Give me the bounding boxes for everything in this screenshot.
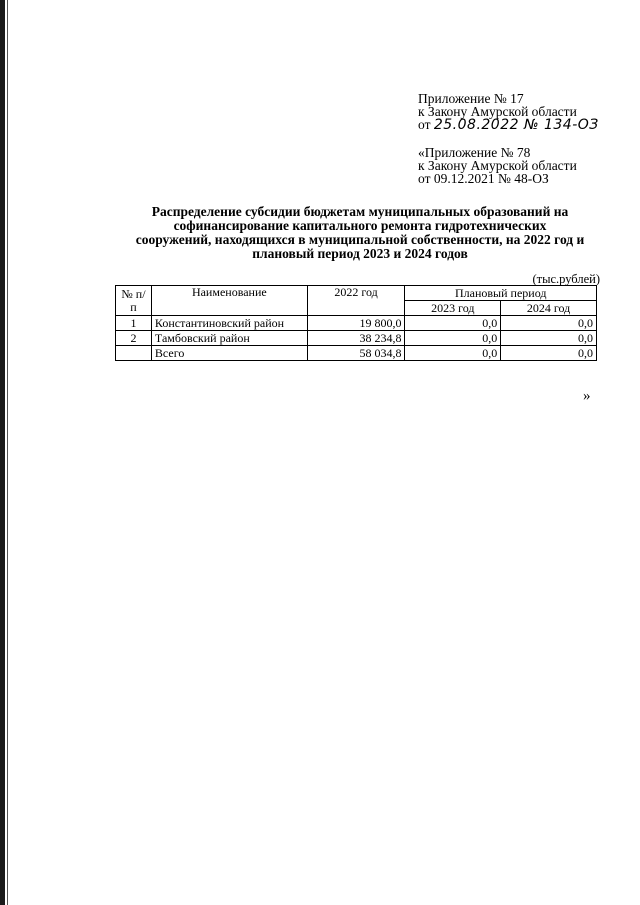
header-2022: 2022 год — [307, 286, 405, 316]
row-num: 1 — [116, 316, 152, 331]
total-num — [116, 346, 152, 361]
old-appendix-date: от 09.12.2021 № 48-ОЗ — [418, 171, 549, 186]
old-appendix-law: к Закону Амурской области — [418, 158, 577, 173]
scan-edge-line — [7, 0, 8, 905]
title-line: софинансирование капитального ремонта гидротехнических — [173, 218, 547, 233]
header-2024: 2024 год — [501, 301, 597, 316]
row-name: Тамбовский район — [151, 331, 307, 346]
row-2024: 0,0 — [501, 316, 597, 331]
header-2023: 2023 год — [405, 301, 501, 316]
scan-edge — [0, 0, 5, 905]
row-name: Константиновский район — [151, 316, 307, 331]
header-planned: Плановый период — [405, 286, 597, 301]
title-line: плановый период 2023 и 2024 годов — [252, 246, 468, 261]
row-2023: 0,0 — [405, 316, 501, 331]
appendix-header-old — [418, 146, 577, 185]
header-num: № п/п — [116, 286, 152, 316]
old-appendix-number: «Приложение № 78 — [418, 145, 531, 160]
header-name: Наименование — [151, 286, 307, 316]
total-2023: 0,0 — [405, 346, 501, 361]
total-2022: 58 034,8 — [307, 346, 405, 361]
appendix-date-prefix: от — [418, 117, 431, 132]
title-line: Распределение субсидии бюджетам муниципальных образований на — [151, 204, 569, 219]
appendix-header-new — [418, 92, 599, 132]
row-2024: 0,0 — [501, 331, 597, 346]
appendix-date-line — [418, 118, 599, 132]
table-row — [116, 316, 597, 331]
table-total-row — [116, 346, 597, 361]
table-row — [116, 331, 597, 346]
appendix-number: Приложение № 17 — [418, 91, 524, 106]
total-2024: 0,0 — [501, 346, 597, 361]
row-2023: 0,0 — [405, 331, 501, 346]
row-2022: 38 234,8 — [307, 331, 405, 346]
document-title — [100, 205, 620, 261]
units-label: (тыс.рублей) — [532, 272, 600, 286]
handwritten-date-number: 25.08.2022 № 134-ОЗ — [433, 117, 599, 133]
subsidy-table — [115, 285, 597, 361]
appendix-law: к Закону Амурской области — [418, 104, 577, 119]
closing-quote: » — [583, 388, 591, 404]
total-label: Всего — [151, 346, 307, 361]
row-2022: 19 800,0 — [307, 316, 405, 331]
row-num: 2 — [116, 331, 152, 346]
title-line: сооружений, находящихся в муниципальной собственности, на 2022 год и — [135, 232, 585, 247]
table-header-row — [116, 286, 597, 301]
